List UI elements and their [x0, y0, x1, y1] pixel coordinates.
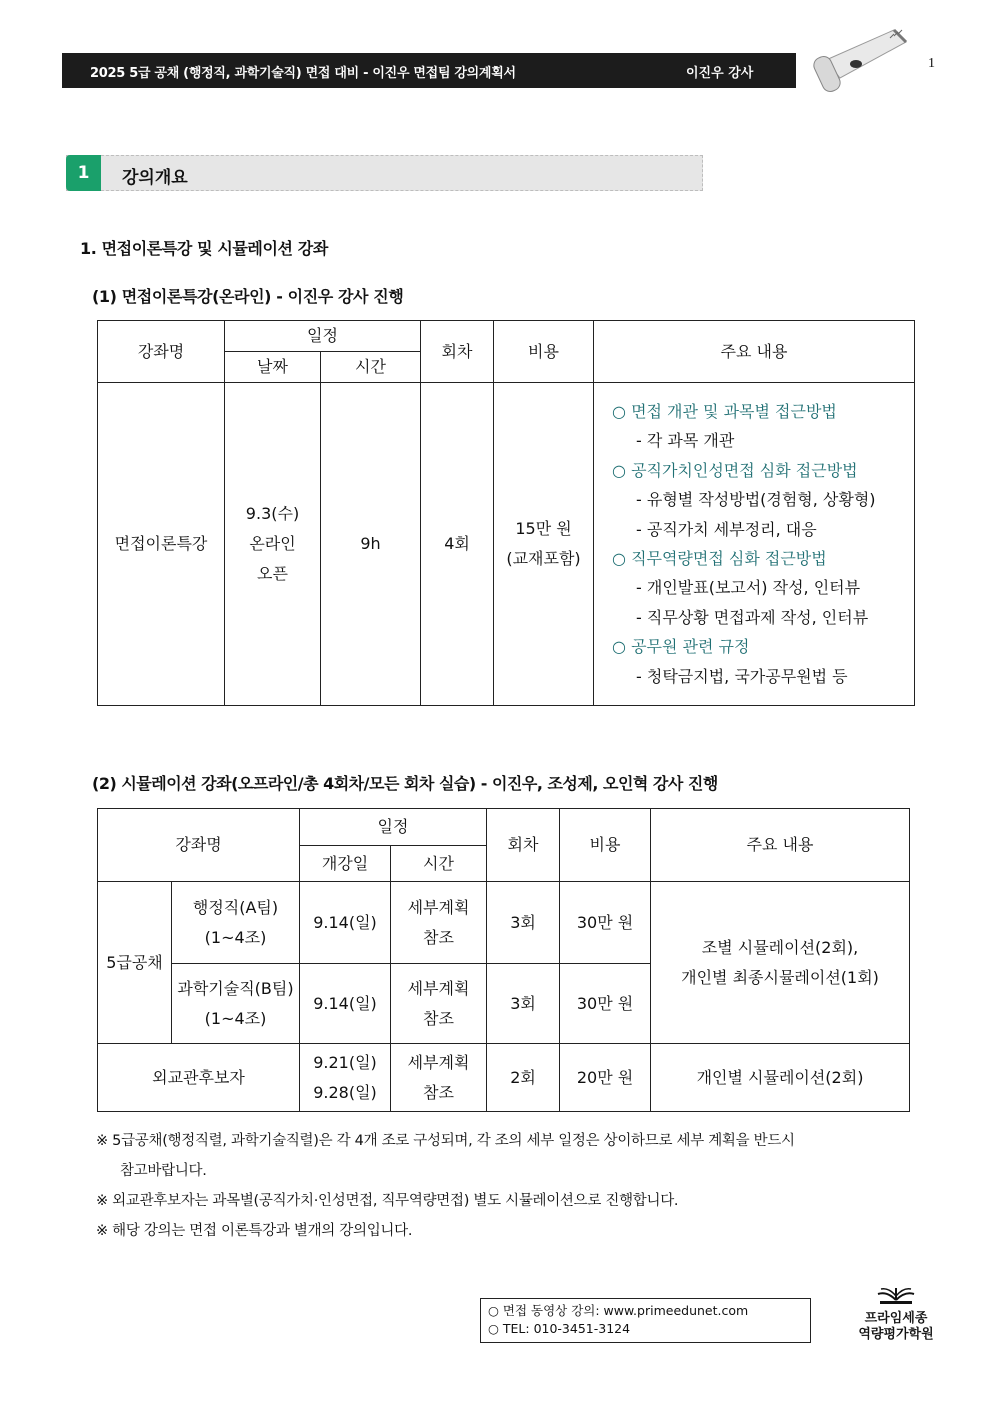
header-course: 강좌명: [98, 321, 225, 383]
header-fee: 비용: [560, 809, 651, 882]
group-label: 5급공채: [98, 882, 172, 1044]
document-title: 2025 5급 공채 (행정직, 과학기술직) 면접 대비 - 이진우 면접팀 강의계획서: [90, 66, 516, 81]
course-sessions: 4회: [421, 383, 494, 706]
track-date: 9.14(일): [300, 882, 391, 964]
diplomat-contents: 개인별 시뮬레이션(2회): [651, 1044, 910, 1112]
header-underline: [62, 86, 796, 88]
shared-contents: 조별 시뮬레이션(2회), 개인별 최종시뮬레이션(1회): [651, 882, 910, 1044]
lecture-table-1: [97, 320, 915, 706]
note-1-cont: 참고바랍니다.: [120, 1163, 207, 1179]
header-sessions: 회차: [421, 321, 494, 383]
track-sessions: 3회: [487, 964, 560, 1044]
track-name: 행정직(A팀) (1~4조): [172, 882, 300, 964]
logo-text-line1: 프라임세종: [864, 1311, 928, 1326]
subheading-2: (2) 시뮬레이션 강좌(오프라인/총 4회차/모든 회차 실습) - 이진우, 조성제, 오인혁 강사 진행: [92, 774, 718, 793]
diplomat-time: 세부계획 참조: [391, 1044, 487, 1112]
note-1: ※ 5급공채(행정직렬, 과학기술직렬)은 각 4개 조로 구성되며, 각 조의 세부 일정은 상이하므로 세부 계획을 반드시: [96, 1133, 795, 1149]
diplomat-fee: 20만 원: [560, 1044, 651, 1112]
website-line: ○ 면접 동영상 강의: www.primeedunet.com: [488, 1303, 749, 1318]
course-contents: [594, 383, 915, 706]
section-title: 강의개요: [122, 168, 188, 188]
track-date: 9.14(일): [300, 964, 391, 1044]
content-subitem: - 개인발표(보고서) 작성, 인터뷰: [636, 578, 861, 598]
contact-box: [480, 1298, 811, 1343]
header-fee: 비용: [494, 321, 594, 383]
track-fee: 30만 원: [560, 964, 651, 1044]
track-name: 과학기술직(B팀) (1~4조): [172, 964, 300, 1044]
header-start-date: 개강일: [300, 846, 391, 882]
track-time: 세부계획 참조: [391, 964, 487, 1044]
header-contents: 주요 내용: [651, 809, 910, 882]
header-schedule: 일정: [225, 321, 421, 352]
diplomat-date: 9.21(일) 9.28(일): [300, 1044, 391, 1112]
content-item: ○ 공직가치인성면접 심화 접근방법: [612, 460, 858, 480]
phone-line: ○ TEL: 010-3451-3124: [488, 1321, 631, 1336]
note-3: ※ 해당 강의는 면접 이론특강과 별개의 강의입니다.: [96, 1223, 413, 1239]
header-date: 날짜: [225, 352, 321, 383]
subheading-1: (1) 면접이론특강(온라인) - 이진우 강사 진행: [92, 287, 404, 306]
content-subitem: - 청탁금지법, 국가공무원법 등: [636, 666, 848, 686]
content-item: ○ 공무원 관련 규정: [612, 637, 750, 657]
header-bar: [62, 53, 796, 86]
header-schedule: 일정: [300, 809, 487, 846]
content-item: ○ 면접 개관 및 과목별 접근방법: [612, 401, 837, 421]
lecturer-name: 이진우 강사: [686, 66, 754, 81]
content-subitem: - 공직가치 세부정리, 대응: [636, 519, 817, 539]
heading-1: 1. 면접이론특강 및 시뮬레이션 강좌: [80, 239, 328, 258]
diplomat-name: 외교관후보자: [98, 1044, 300, 1112]
course-fee: 15만 원 (교재포함): [494, 383, 594, 706]
track-fee: 30만 원: [560, 882, 651, 964]
scroll-icon: [806, 20, 916, 96]
header-time: 시간: [321, 352, 421, 383]
content-subitem: - 각 과목 개관: [636, 431, 735, 451]
header-time: 시간: [391, 846, 487, 882]
logo-book-icon: [876, 1284, 916, 1306]
header-sessions: 회차: [487, 809, 560, 882]
page-number: 1: [928, 56, 935, 71]
logo-text-line2: 역량평가학원: [858, 1327, 934, 1342]
track-sessions: 3회: [487, 882, 560, 964]
content-subitem: - 유형별 작성방법(경험형, 상황형): [636, 490, 876, 510]
course-time: 9h: [321, 383, 421, 706]
course-name: 면접이론특강: [98, 383, 225, 706]
track-time: 세부계획 참조: [391, 882, 487, 964]
section-number: 1: [66, 155, 101, 191]
note-2: ※ 외교관후보자는 과목별(공직가치·인성면접, 직무역량면접) 별도 시뮬레이션으로 진행합니다.: [96, 1193, 679, 1209]
diplomat-sessions: 2회: [487, 1044, 560, 1112]
content-subitem: - 직무상황 면접과제 작성, 인터뷰: [636, 607, 869, 627]
academy-logo: [846, 1284, 946, 1343]
header-contents: 주요 내용: [594, 321, 915, 383]
course-date: 9.3(수) 온라인 오픈: [225, 383, 321, 706]
lecture-table-2: [97, 808, 910, 1112]
content-item: ○ 직무역량면접 심화 접근방법: [612, 549, 827, 568]
header-course: 강좌명: [98, 809, 300, 882]
